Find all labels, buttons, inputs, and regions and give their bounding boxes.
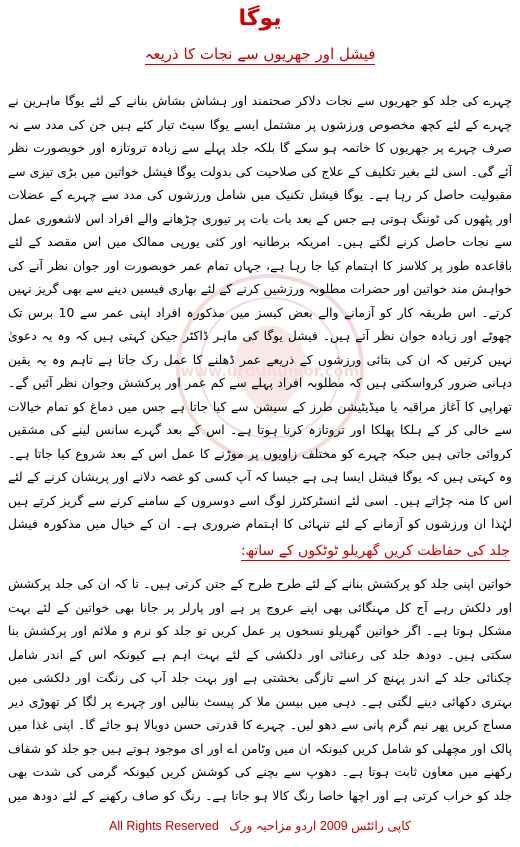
article-subtitle-text: فیشل اور جھریوں سے نجات کا ذریعہ (144, 45, 376, 63)
article-title: یوگا (238, 6, 282, 31)
article-paragraph-2: خواتین اپنی جلد کو پرکشش بنانے کے لئے طرح طرح کے جتن کرتی ہیں۔ تا کہ ان کی جلد پرکشش اور دلکش رہے آج کل مہنگائی بھی اپنے عروج پر ہے اور پارلر پر جانا بھی خواتین کے لئے بہت مشکل ہوتا ہے۔ اگر خواتین گھریلو نسخوں پر عمل کریں تو جلد کو نرم و ملائم اور پرکشش بنا سکتی ہیں۔ دودھ جلد کی رعنائی اور دلکشی کے لئے بہت اہم ہے کیونکہ اس کے اندر شامل چکنائی جلد کے اندر پہنچ کر اسے تازگی بخشتی ہے اور بہت جلد آپ کی رنگت اور دلکشی میں بہتری دکھائی دینے لگتی ہے۔ دہی میں بیسن ملا کر پیسٹ بنالیں اور چہرے پر لگا کر تھوڑی دیر مساج کریں پھر نیم گرم پانی سے دھو لیں۔ چہرے کا قدرتی حسن دوبالا ہو جائے گا۔ اپنی غذا میں پالک اور مچھلی کو شامل کریں کیونکہ ان میں وٹامن اے اور ای موجود ہوتے ہیں جو جلد کو شفاف رکھنے میں معاون ثابت ہوتا ہے۔ دھوپ سے بچنے کی کوشش کریں کیونکہ گرمی کی شدت بھی جلد کو خراب کرتی ہے اور اچھا خاصا رنگ کالا ہو جاتا ہے۔ رنگ کو صاف رکھنے کے لئے دودھ میں (8, 577, 512, 803)
section-heading (241, 541, 510, 561)
footer-latin-text: All Rights Reserved (109, 819, 219, 833)
article-paragraph-1: چہرے کی جلد کو جھریوں سے نجات دلاکر صحتمند اور ہشاش بشاش بنانے کے لئے یوگا ماہرین نے چہرے کے لئے کچھ مخصوص ورزشوں پر مشتمل ایسے یوگا سیٹ تیار کئے ہیں جن کی مدد سے نہ صرف چہرے پر جھریوں کا خاتمہ ہو سکے گا بلکہ جلد پہلے سے زیادہ تروتازہ اور خوبصورت نظر آئے گی۔ اسی لئے بغیر تکلیف کے علاج کی صلاحیت کی بدولت یوگا فیشل خواتین میں بڑی تیزی سے مقبولیت حاصل کر رہا ہے۔ یوگا فیشل تکنیک میں شامل ورزشوں کی مدد سے چہرے کے عضلات اور پٹھوں کی ٹوننگ ہوتی ہے جس کے بعد بات بات پر تیوری چڑھانے والے افراد اس لاشعوری عمل سے نجات حاصل کرنے لگتے ہیں۔ امریکہ برطانیہ اور کئی یورپی ممالک میں اس مقصد کے لئے باقاعدہ طور پر کلاسز کا اہتمام کیا جا رہا ہے، جہاں تمام عمر خوبصورت اور جوان نظر آنے کی خواہش مند خواتین اور حضرات مطلوبہ ورزشیں کرنے کے لئے بھاری فیسیں دینے سے بھی گریز نہیں کرتے۔ اس طریقہ کار کو آزمانے والے بعض کیسز میں مذکورہ افراد اپنی عمر سے 10 برس تک چھوٹے اور زیادہ جوان نظر آتے ہیں۔ فیشل یوگا کی ماہر ڈاکٹر جیکن کہتی ہیں کہ وہ یہ دعویٰ نہیں کرتیں کہ ان کی بتائی ورزشوں کے ذریعے عمر ڈھلنے کا عمل رک جاتا ہے تاہم وہ یہ یقین دہانی ضرور کرواسکتی ہیں کہ مطلوبہ افراد پہلے سے کم عمر اور پرکشش وجوان نظر آئیں گے۔ تھراپی کا آغاز مراقبہ یا میڈیٹیشن طرز کے سیشن سے کیا جاتا ہے جس میں دماغ کو تمام خیالات سے خالی کر کے ہلکا پھلکا اور تروتازہ کرنا ہوتا ہے۔ اس کے بعد گہرے سانس لینے کی مشقیں کروائی جاتی ہیں جبکہ چہرے کو مختلف زاویوں پر موڑنے کا عمل اس کے بعد شروع کیا جاتا ہے۔ وہ کہتی ہیں کہ یوگا فیشل ایسا ہی ہے جیسا کہ آپ کسی کو غصہ دلانے اور پریشان کرنے کے لئے اس کا منہ چڑاتے ہیں۔ اسی لئے انسٹرکٹرز لوگ اسے دوسروں کے سامنے کرنے سے گریز کرتے ہیں لہٰذا ان ورزشوں کو آزمانے کے لئے تنہائی کا اہتمام ضروری ہے۔ ان کے خیال میں مذکورہ فیشل (8, 94, 512, 531)
section-heading-text: جلد کی حفاظت کریں گھریلو ٹوٹکوں کے ساتھ: (240, 543, 510, 559)
watermark-text: www.urduhumor.com (180, 362, 360, 380)
article-subtitle (0, 44, 520, 64)
copyright-footer (0, 816, 520, 836)
footer-urdu-text: کاپی رائٹس 2009 اردو مزاحیہ ورک (229, 819, 411, 833)
